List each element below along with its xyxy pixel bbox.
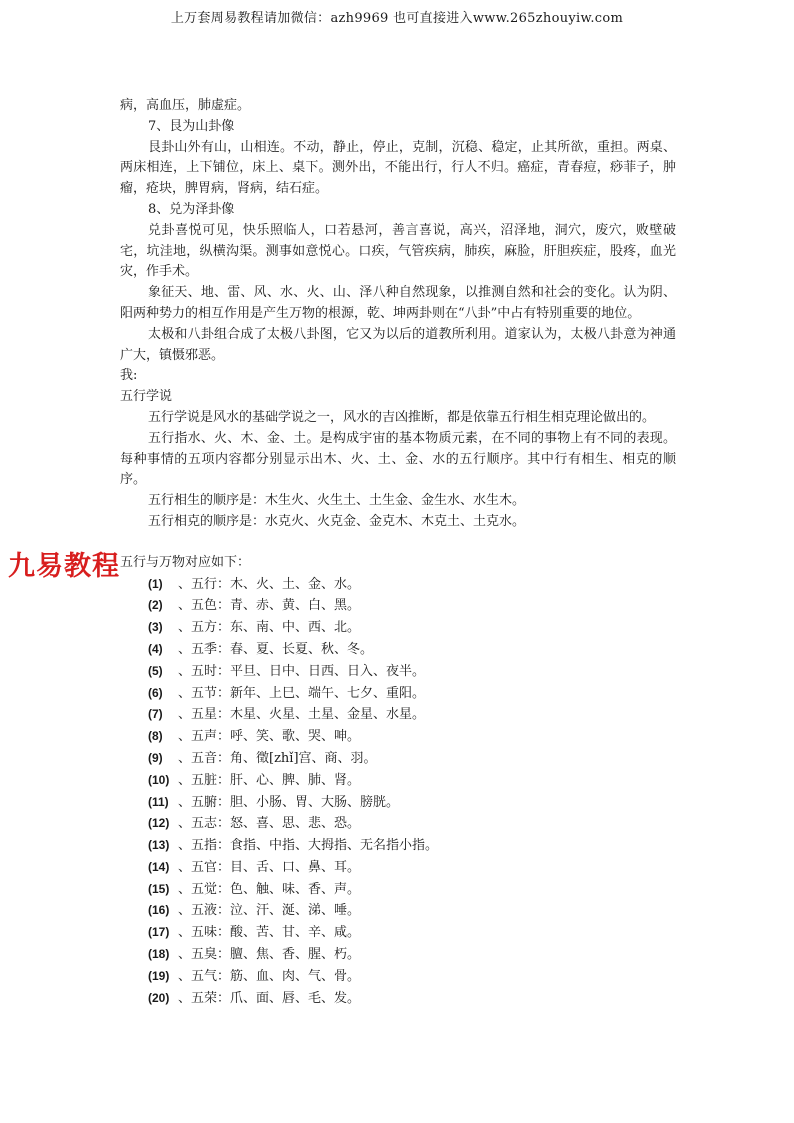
list-item (120, 879, 676, 901)
list-text: 、五味：酸、苦、甘、辛、咸。 (178, 925, 361, 941)
document-body (120, 96, 676, 1009)
paragraph: 我: (120, 368, 138, 384)
list-item (120, 726, 676, 748)
list-item (120, 922, 676, 944)
list-number: (1) (148, 576, 163, 591)
list-number: (16) (148, 903, 170, 918)
paragraph: 五行学说是风水的基础学说之一，风水的吉凶推断，都是依靠五行相生相克理论做出的。 (148, 409, 656, 425)
list-text: 、五季：春、夏、长夏、秋、冬。 (178, 641, 374, 657)
list-number: (10) (148, 772, 170, 787)
paragraph: 象征天、地、雷、风、水、火、山、泽八种自然现象，以推测自然和社会的变化。认为阴、阳两种势力的相互作用是产生万物的根源，乾、坤两卦则在“八卦”中占有特别重要的地位。 (120, 285, 676, 321)
list-text: 、五觉：色、触、味、香、声。 (178, 881, 361, 897)
list-text: 、五声：呼、笑、歌、哭、呻。 (178, 729, 361, 745)
paragraph: 五行指水、火、木、金、土。是构成宇宙的基本物质元素，在不同的事物上有不同的表现。每种事情的五项内容都分别显示出木、火、土、金、水的五行顺序。其中行有相生、相克的顺序。 (120, 430, 676, 488)
list-item (120, 639, 676, 661)
list-number: (5) (148, 663, 163, 678)
paragraph: 五行相克的顺序是：水克火、火克金、金克木、木克土、土克水。 (148, 513, 526, 529)
list-intro: 五行与万物对应如下： (120, 554, 251, 570)
list-text: 、五脏：肝、心、脾、肺、肾。 (178, 772, 361, 788)
list-number: (13) (148, 838, 170, 853)
list-text: 、五节：新年、上巳、端午、七夕、重阳。 (178, 685, 426, 701)
list-item (120, 770, 676, 792)
list-item (120, 813, 676, 835)
paragraph: 太极和八卦组合成了太极八卦图，它又为以后的道教所利用。道家认为，太极八卦意为神通广大，镇慑邪恶。 (120, 326, 676, 363)
list-item (120, 661, 676, 683)
list-text: 、五液：泣、汗、涎、涕、唾。 (178, 903, 361, 919)
spacer (120, 533, 676, 553)
list-number: (8) (148, 729, 163, 744)
list-number: (14) (148, 859, 170, 874)
paragraph: 艮卦山外有山，山相连。不动，静止，停止，克制，沉稳、稳定，止其所欲，重担。两桌、两床相连，上下铺位，床上、桌下。测外出，不能出行，行人不归。癌症，青春痘，痧菲子，肿瘤，疮块，脾胃病，肾病，结石症。 (120, 139, 676, 197)
list-number: (2) (148, 598, 163, 613)
list-number: (17) (148, 925, 170, 940)
list-text: 、五臭：膻、焦、香、腥、朽。 (178, 947, 361, 963)
list-text: 、五腑：胆、小肠、胃、大肠、膀胱。 (178, 794, 400, 810)
section-heading: 7、艮为山卦像 (148, 118, 235, 134)
list-text: 、五志：怒、喜、思、悲、恐。 (178, 816, 361, 832)
list-number: (11) (148, 794, 169, 809)
list-item (120, 857, 676, 879)
list-number: (9) (148, 750, 163, 765)
list-item (120, 988, 676, 1010)
page-header: 上万套周易教程请加微信：azh9969 也可直接进入www.265zhouyiw.com (170, 11, 624, 26)
list-item (120, 704, 676, 726)
list-item (120, 835, 676, 857)
list-number: (3) (148, 620, 163, 635)
list-number: (15) (148, 881, 170, 896)
list-text: 、五方：东、南、中、西、北。 (178, 620, 361, 636)
correspondence-list (120, 574, 676, 1010)
list-number: (4) (148, 641, 163, 656)
list-number: (18) (148, 947, 170, 962)
list-text: 、五星：木星、火星、土星、金星、水星。 (178, 707, 426, 723)
list-item (120, 617, 676, 639)
watermark-logo: 九易教程 (8, 551, 120, 582)
list-number: (7) (148, 707, 163, 722)
paragraph: 五行相生的顺序是：木生火、火生土、土生金、金生水、水生木。 (148, 493, 526, 509)
list-item (120, 944, 676, 966)
paragraph: 病，高血压，肺虚症。 (120, 98, 251, 113)
list-text: 、五时：平旦、日中、日西、日入、夜半。 (178, 663, 426, 679)
list-text: 、五气：筋、血、肉、气、骨。 (178, 968, 361, 984)
list-item (120, 748, 676, 770)
section-heading: 8、兑为泽卦像 (148, 201, 235, 217)
list-item (120, 683, 676, 705)
list-item (120, 574, 676, 596)
list-number: (6) (148, 685, 163, 700)
list-item (120, 966, 676, 988)
list-text: 、五指：食指、中指、大拇指、无名指小指。 (178, 838, 439, 854)
list-number: (12) (148, 816, 170, 831)
list-text: 、五荣：爪、面、唇、毛、发。 (178, 990, 361, 1006)
paragraph: 兑卦喜悦可见，快乐照临人，口若悬河，善言喜说，高兴，沼泽地，洞穴，废穴，败壁破宅，坑洼地，纵横沟渠。测事如意悦心。口疾，气管疾病，肺疾，麻脸，肝胆疾症，股疼，血光灾，作手术。 (120, 222, 676, 280)
list-number: (19) (148, 968, 170, 983)
list-item (120, 792, 676, 814)
list-item (120, 595, 676, 617)
list-number: (20) (148, 990, 170, 1005)
list-text: 、五色：青、赤、黄、白、黑。 (178, 598, 361, 614)
list-item (120, 900, 676, 922)
list-text: 、五音：角、徵[zhǐ]宫、商、羽。 (178, 750, 377, 766)
list-text: 、五官：目、舌、口、鼻、耳。 (178, 859, 361, 875)
section-title: 五行学说 (120, 389, 173, 405)
list-text: 、五行：木、火、土、金、水。 (178, 576, 361, 592)
